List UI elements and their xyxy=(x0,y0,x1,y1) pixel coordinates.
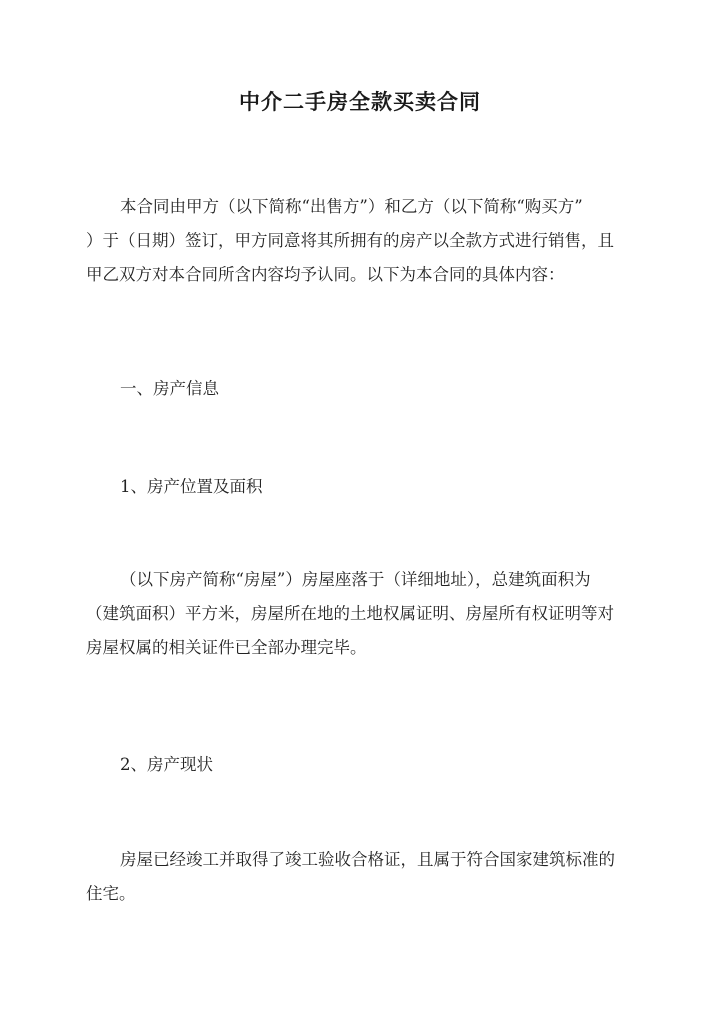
item-heading: 2、房产现状 xyxy=(120,755,213,774)
location-paragraph xyxy=(86,563,634,665)
paragraph-line: （建筑面积）平方米，房屋所在地的土地权属证明、房屋所有权证明等对 xyxy=(86,604,614,623)
document-title: 中介二手房全款买卖合同 xyxy=(239,89,481,114)
paragraph-line: 甲乙双方对本合同所含内容均予认同。以下为本合同的具体内容： xyxy=(86,265,565,284)
paragraph-line: ）于（日期）签订，甲方同意将其所拥有的房产以全款方式进行销售，且 xyxy=(86,231,614,250)
paragraph-line: 房屋权属的相关证件已全部办理完毕。 xyxy=(86,638,367,657)
paragraph-line: 住宅。 xyxy=(86,884,136,903)
paragraph-line: （以下房产简称“房屋”）房屋座落于（详细地址），总建筑面积为 xyxy=(120,570,591,589)
paragraph-line: 本合同由甲方（以下简称“出售方”）和乙方（以下简称“购买方” xyxy=(120,197,583,216)
item-heading: 1、房产位置及面积 xyxy=(120,477,263,496)
status-paragraph xyxy=(86,843,634,911)
section-heading: 一、房产信息 xyxy=(120,379,219,398)
intro-paragraph xyxy=(86,190,634,292)
paragraph-line: 房屋已经竣工并取得了竣工验收合格证，且属于符合国家建筑标准的 xyxy=(120,850,615,869)
